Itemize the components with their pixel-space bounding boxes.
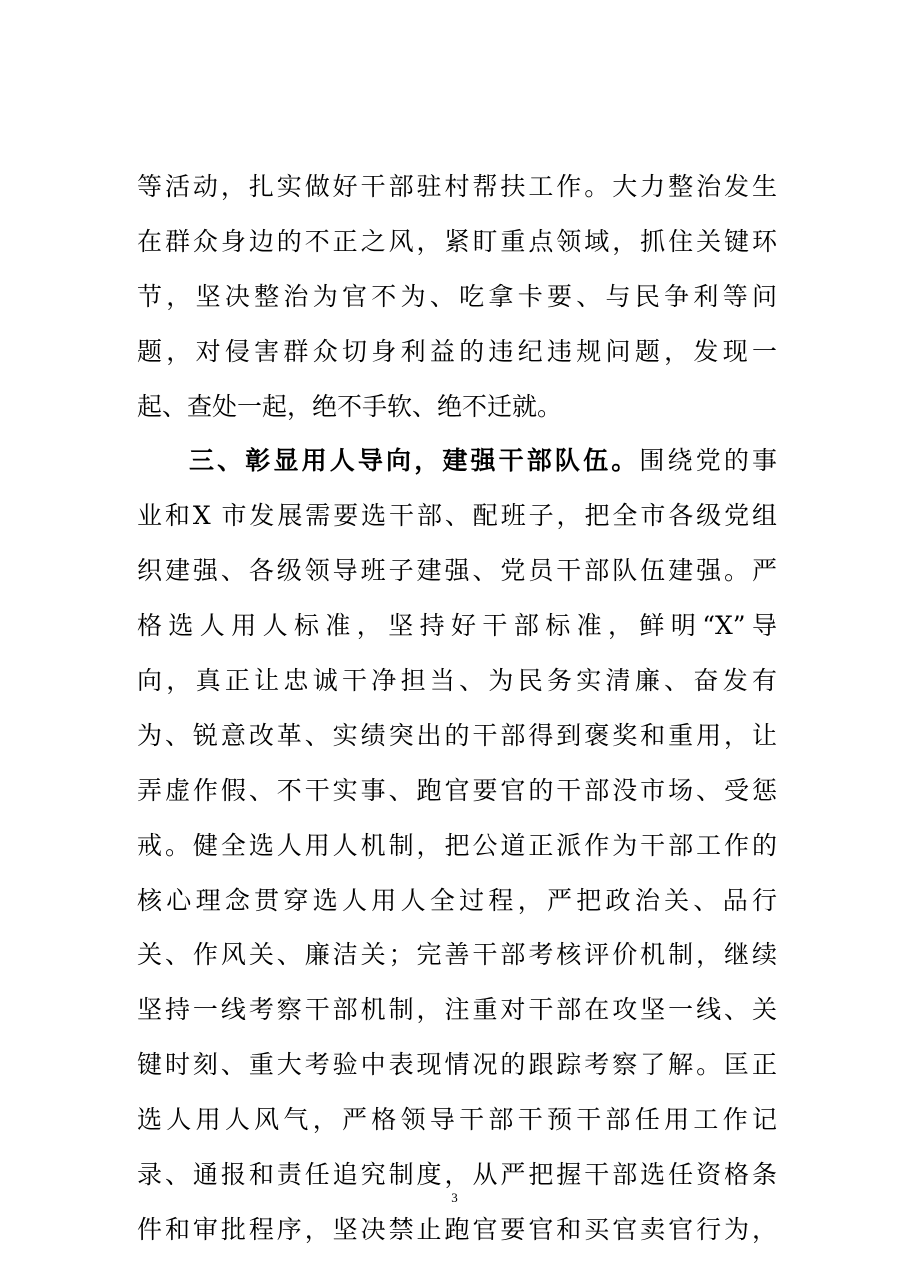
paragraph-2-line-13: 选人用人风气，严格领导干部干预干部任用工作记 (137, 1105, 777, 1135)
paragraph-1-line-1: 等活动，扎实做好干部驻村帮扶工作。大力整治发生 (137, 172, 777, 201)
paragraph-2-line-14: 录、通报和责任追究制度，从严把握干部选任资格条 (137, 1160, 777, 1190)
section-heading-continuation: 围绕党的事 (639, 446, 777, 476)
paragraph-2-line-2: 业和X 市发展需要选干部、配班子，把全市各级党组 (137, 501, 777, 531)
paragraph-1-line-3: 节，坚决整治为官不为、吃拿卡要、与民争利等问 (137, 281, 777, 311)
paragraph-2-line-15: 件和审批程序，坚决禁止跑官要官和买官卖官行为， (137, 1214, 777, 1244)
paragraph-2-line-1 (137, 434, 777, 489)
paragraph-2-line-9: 核心理念贯穿选人用人全过程，严把政治关、品行 (137, 885, 777, 915)
paragraph-2-line-10: 关、作风关、廉洁关；完善干部考核评价机制，继续 (137, 940, 777, 970)
paragraph-2-line-3: 织建强、各级领导班子建强、党员干部队伍建强。严 (137, 556, 777, 586)
paragraph-2-line-4: 格选人用人标准，坚持好干部标准，鲜明“X”导 (137, 611, 777, 641)
paragraph-2-line-6: 为、锐意改革、实绩突出的干部得到褒奖和重用，让 (137, 720, 777, 750)
paragraph-1-line-4: 题，对侵害群众切身利益的违纪违规问题，发现一 (137, 336, 777, 366)
paragraph-2-line-7: 弄虚作假、不干实事、跑官要官的干部没市场、受惩 (137, 775, 777, 805)
paragraph-2-line-8: 戒。健全选人用人机制，把公道正派作为干部工作的 (137, 830, 777, 860)
paragraph-1-line-2: 在群众身边的不正之风，紧盯重点领域，抓住关键环 (137, 226, 777, 256)
paragraph-2-line-12: 键时刻、重大考验中表现情况的跟踪考察了解。匡正 (137, 1050, 777, 1080)
paragraph-1-line-5: 起、查处一起，绝不手软、绝不迁就。 (137, 391, 563, 421)
page-number: 3 (451, 1190, 458, 1205)
body-text (137, 160, 777, 1258)
section-heading: 三、彰显用人导向，建强干部队伍。 (189, 446, 640, 476)
paragraph-2-line-11: 坚持一线考察干部机制，注重对干部在攻坚一线、关 (137, 995, 777, 1025)
paragraph-2-line-5: 向，真正让忠诚干净担当、为民务实清廉、奋发有 (137, 666, 777, 696)
